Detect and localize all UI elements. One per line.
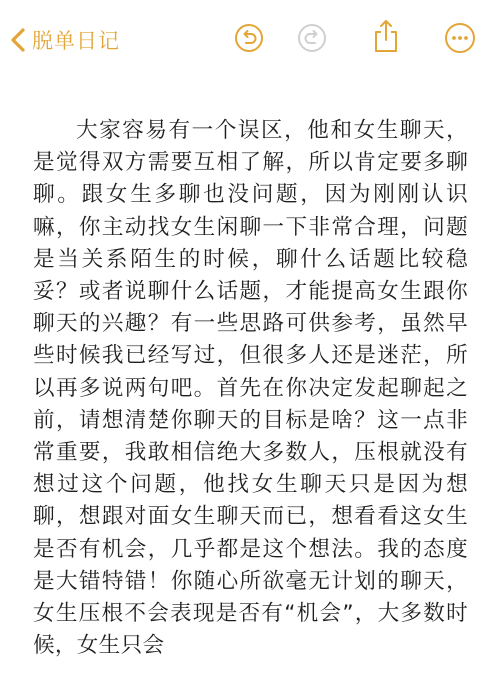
more-icon: [444, 22, 476, 54]
more-button[interactable]: [444, 22, 476, 54]
share-button[interactable]: [370, 20, 402, 52]
undo-icon: [234, 23, 264, 53]
undo-button[interactable]: [233, 22, 265, 54]
note-body[interactable]: [33, 115, 468, 685]
note-toolbar: [0, 0, 500, 80]
back-label: 脱单日记: [32, 29, 120, 53]
redo-icon: [297, 23, 327, 53]
note-text: 大家容易有一个误区，他和女生聊天，是觉得双方需要互相了解，所以肯定要多聊聊。跟女生多聊也没问题，因为刚刚认识嘛，你主动找女生闲聊一下非常合理，问题是当关系陌生的时候，聊什么话题比较稳妥？或者说聊什么话题，才能提高女生跟你聊天的兴趣？有一些思路可供参考，虽然早些时候我已经写过，但很多人还是迷茫，所以再多说两句吧。首先在你决定发起聊起之前，请想清楚你聊天的目标是啥？这一点非常重要，我敢相信绝大多数人，压根就没有想过这个问题，他找女生聊天只是因为想聊，想跟对面女生聊天而已，想看看这女生是否有机会，几乎都是这个想法。我的态度是大错特错！你随心所欲毫无计划的聊天，女生压根不会表现是否有“机会”，大多数时候，女生只会: [33, 118, 468, 659]
back-button[interactable]: [8, 22, 120, 58]
share-icon: [371, 18, 401, 54]
redo-button[interactable]: [296, 22, 328, 54]
chevron-left-icon: [8, 26, 28, 54]
